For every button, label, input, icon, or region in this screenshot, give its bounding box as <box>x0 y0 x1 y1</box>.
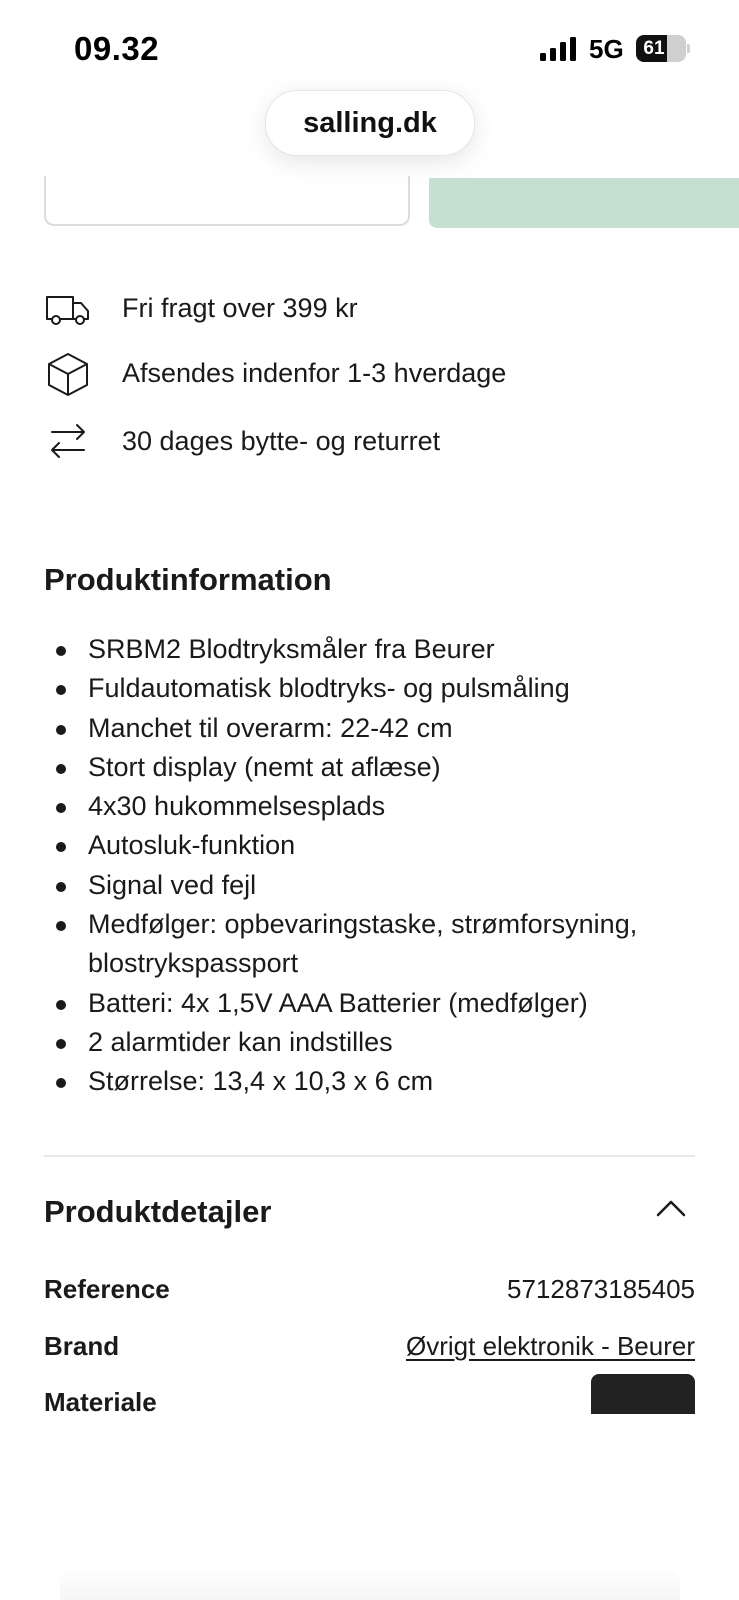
feature-returns <box>44 420 694 464</box>
product-details-title[interactable]: Produktdetajler <box>44 1194 272 1229</box>
exchange-arrows-icon <box>44 420 92 464</box>
product-info-title: Produktinformation <box>44 562 332 597</box>
list-item: Størrelse: 13,4 x 10,3 x 6 cm <box>44 1062 704 1101</box>
battery-icon <box>636 35 690 62</box>
network-type: 5G <box>589 34 624 64</box>
chevron-up-icon[interactable] <box>655 1198 687 1218</box>
list-item: Batteri: 4x 1,5V AAA Batterier (medfølger) <box>44 984 704 1023</box>
product-info-list <box>44 630 704 1102</box>
list-item: 2 alarmtider kan indstilles <box>44 1023 704 1062</box>
material-label: Materiale <box>44 1387 157 1417</box>
feature-text: Afsendes indenfor 1-3 hverdage <box>122 358 507 388</box>
list-item: 4x30 hukommelsesplads <box>44 787 704 826</box>
reference-value: 5712873185405 <box>507 1274 695 1304</box>
truck-icon <box>44 287 92 331</box>
list-item: Manchet til overarm: 22-42 cm <box>44 709 704 748</box>
feature-free-shipping <box>44 287 694 331</box>
battery-level: 61 <box>643 38 665 59</box>
box-icon <box>44 352 92 396</box>
feature-dispatch <box>44 352 694 396</box>
bottom-toolbar-edge <box>60 1565 680 1600</box>
reference-label: Reference <box>44 1274 170 1304</box>
list-item: Signal ved fejl <box>44 866 704 905</box>
material-swatch <box>591 1374 695 1414</box>
status-time: 09.32 <box>74 30 160 67</box>
feature-text: 30 dages bytte- og returret <box>122 426 441 456</box>
divider <box>44 1155 695 1157</box>
quantity-selector[interactable] <box>44 176 410 226</box>
list-item: Medfølger: opbevaringstaske, strømforsyning, blostrykspassport <box>44 905 704 984</box>
detail-row-reference <box>44 1274 695 1314</box>
url-bar[interactable]: salling.dk <box>265 90 475 156</box>
list-item: Autosluk-funktion <box>44 826 704 865</box>
brand-link[interactable]: Øvrigt elektronik - Beurer <box>406 1331 695 1361</box>
detail-row-material <box>44 1387 695 1427</box>
detail-row-brand <box>44 1331 695 1371</box>
list-item: Stort display (nemt at aflæse) <box>44 748 704 787</box>
add-to-cart-button[interactable] <box>429 178 739 228</box>
feature-text: Fri fragt over 399 kr <box>122 293 358 323</box>
brand-label: Brand <box>44 1331 120 1361</box>
cellular-signal-icon <box>540 37 578 61</box>
status-bar <box>0 0 739 100</box>
list-item: SRBM2 Blodtryksmåler fra Beurer <box>44 630 704 669</box>
list-item: Fuldautomatisk blodtryks- og pulsmåling <box>44 669 704 708</box>
